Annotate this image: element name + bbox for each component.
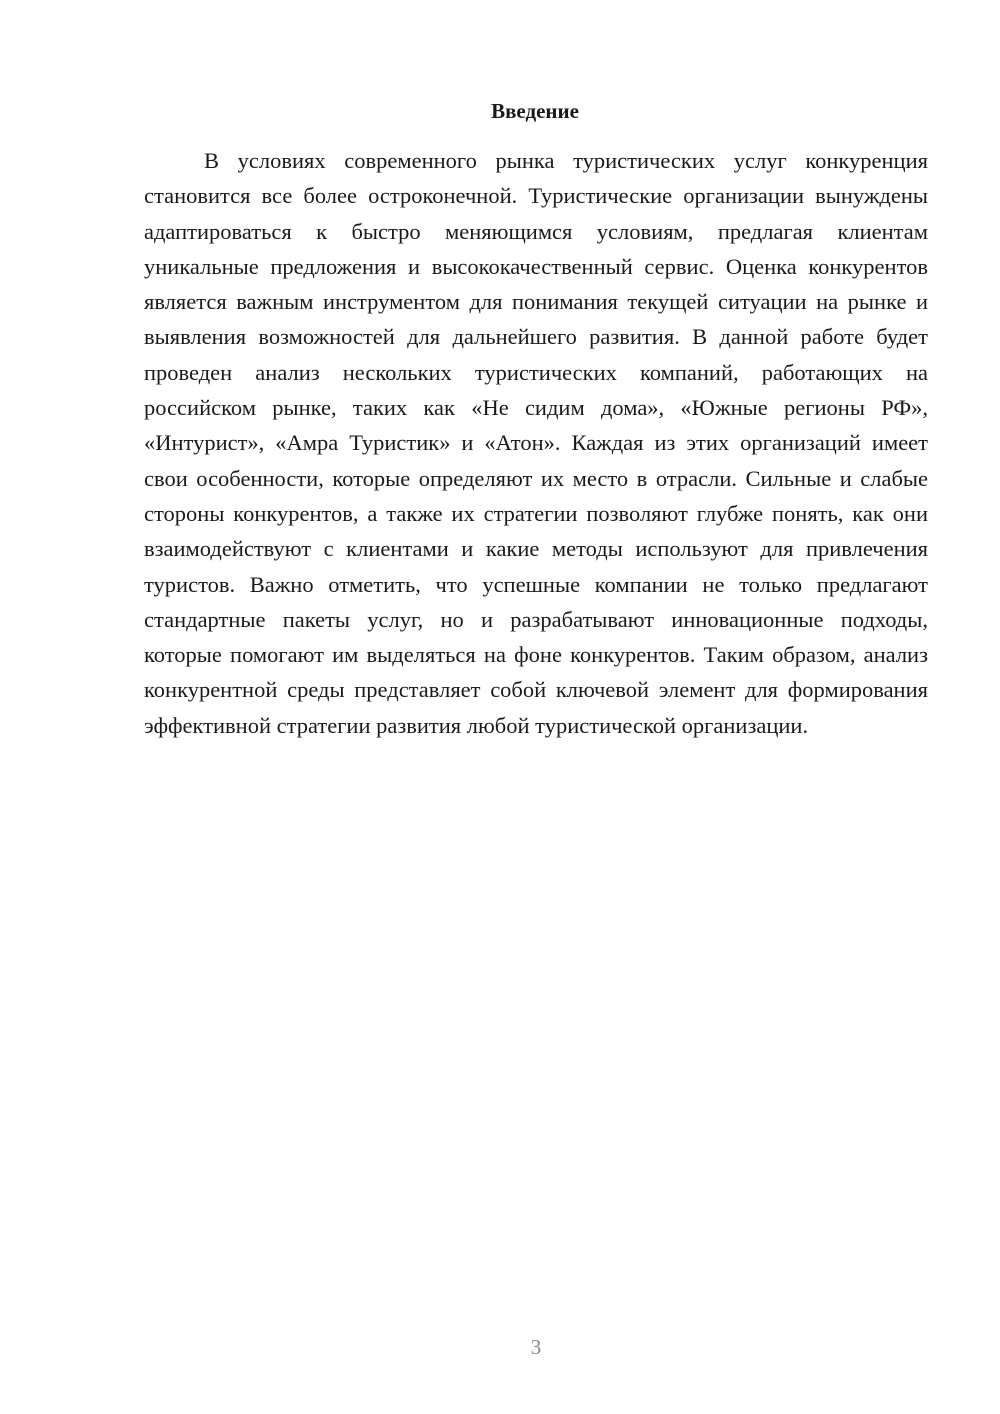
page-number: 3 (530, 1335, 542, 1359)
body-paragraph: В условиях современного рынка туристических услуг конкуренция становится все более остроконечной. Туристические организации вынуждены адаптироваться к быстро меняющимся условиям, предлагая клиентам уникальные предложения и высококачественный сервис. Оценка конкурентов является важным инструментом для понимания текущей ситуации на рынке и выявления возможностей для дальнейшего развития. В данной работе будет проведен анализ нескольких туристических компаний, работающих на российском рынке, таких как «Не сидим дома», «Южные регионы РФ», «Интурист», «Амра Туристик» и «Атон». Каждая из этих организаций имеет свои особенности, которые определяют их место в отрасли. Сильные и слабые стороны конкурентов, а также их стратегии позволяют глубже понять, как они взаимодействуют с клиентами и какие методы используют для привлечения туристов. Важно отметить, что успешные компании не только предлагают стандартные пакеты услуг, но и разрабатывают инновационные подходы, которые помогают им выделяться на фоне конкурентов. Таким образом, анализ конкурентной среды представляет собой ключевой элемент для формирования эффективной стратегии развития любой туристической организации. (144, 148, 928, 738)
section-title: Введение (491, 99, 579, 123)
